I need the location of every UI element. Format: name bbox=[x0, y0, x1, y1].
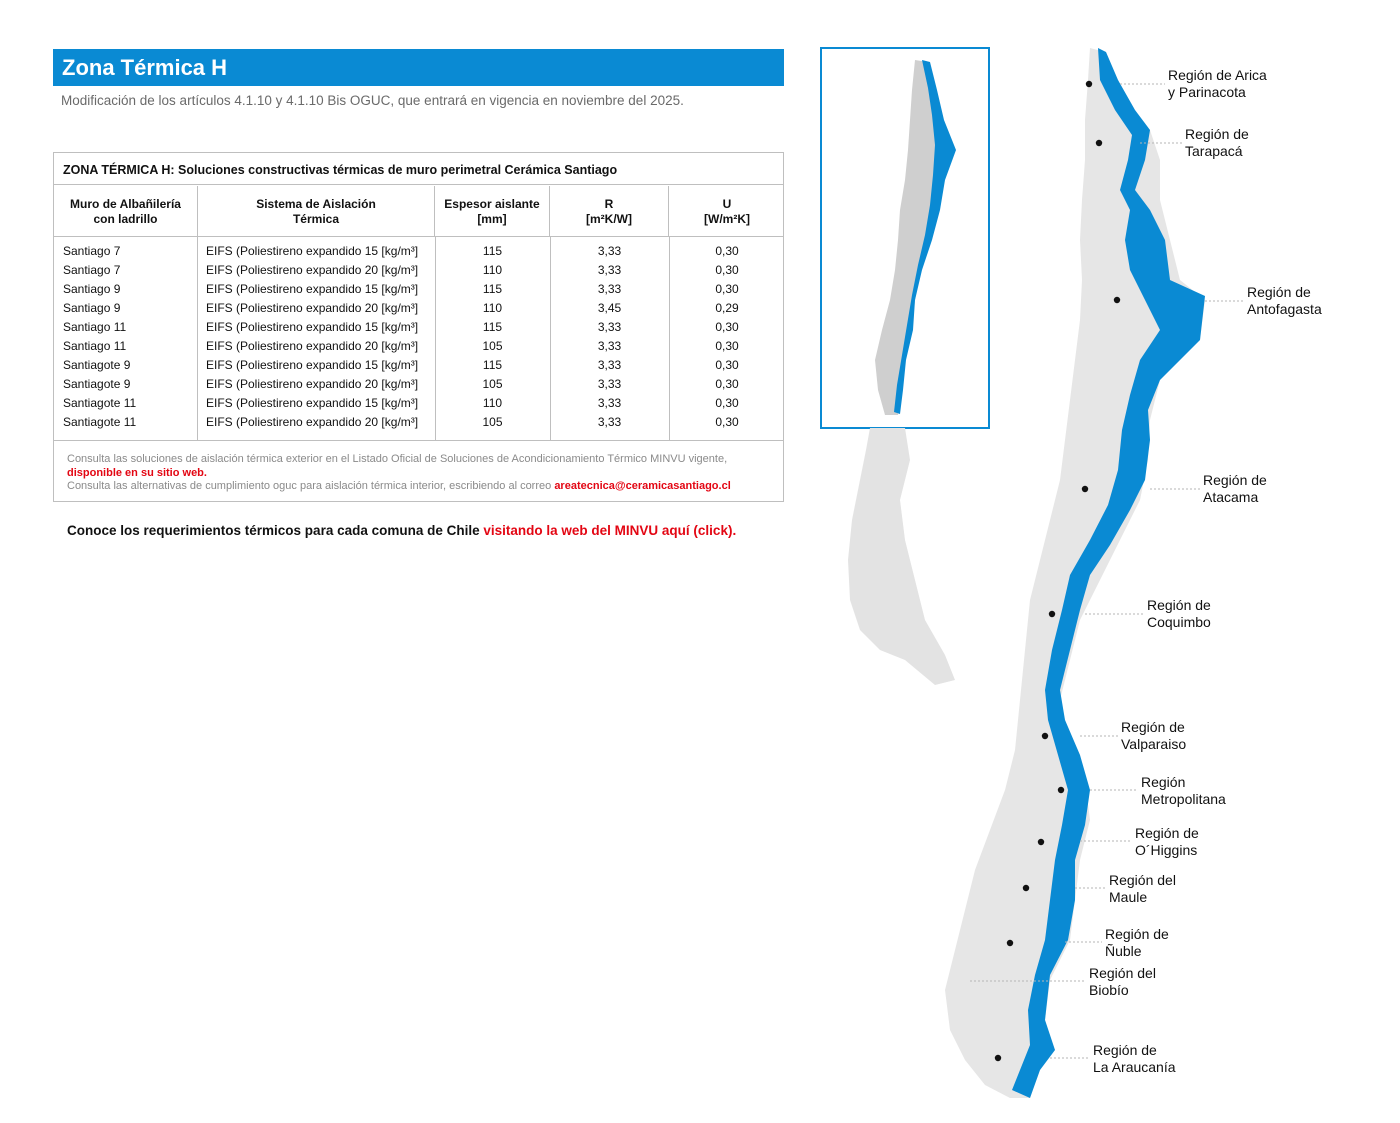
region-label-tarapaca: Región de Tarapacá bbox=[1185, 126, 1249, 159]
capital-dot-coquimbo bbox=[1049, 611, 1055, 617]
table-notes: Consulta las soluciones de aislación térmica exterior en el Listado Oficial de Soluciones de Acondicionamiento Térmico MINVU vigente, disponible en su sitio web. Consulta las alternativas de cumplimiento oguc para aislación térmica interior, escribiendo al correo areatecnica@ceramicasantiago.cl bbox=[67, 453, 731, 492]
capital-dot-valparaiso bbox=[1042, 733, 1048, 739]
table-row: Santiago 11 EIFS (Poliestireno expandido 15 [kg/m³] 115 3,33 0,30 bbox=[63, 320, 739, 334]
minvu-web-link[interactable]: visitando la web del MINVU aquí (click). bbox=[483, 523, 737, 538]
region-label-arica: Región de Arica y Parinacota bbox=[1168, 67, 1267, 100]
capital-dot-antofagasta bbox=[1114, 297, 1120, 303]
region-label-nuble: Región de Ñuble bbox=[1105, 926, 1169, 959]
table-row: Santiago 9 EIFS (Poliestireno expandido 15 [kg/m³] 115 3,33 0,30 bbox=[63, 282, 739, 296]
region-label-valparaiso: Región de Valparaiso bbox=[1121, 719, 1187, 752]
region-label-atacama: Región de Atacama bbox=[1203, 472, 1267, 505]
table-row: Santiagote 9 EIFS (Poliestireno expandido 15 [kg/m³] 115 3,33 0,30 bbox=[63, 358, 739, 372]
page-subtitle: Modificación de los artículos 4.1.10 y 4.1.10 Bis OGUC, que entrará en vigencia en noviembre del 2025. bbox=[61, 93, 684, 108]
page-title: Zona Térmica H bbox=[53, 49, 784, 86]
region-label-araucania: Región de La Araucanía bbox=[1093, 1042, 1176, 1075]
table-row: Santiagote 11 EIFS (Poliestireno expandido 20 [kg/m³] 105 3,33 0,30 bbox=[63, 415, 739, 429]
region-label-coquimbo: Región de Coquimbo bbox=[1147, 597, 1211, 630]
column-header-r: R [m²K/W] bbox=[550, 186, 669, 237]
table-row: Santiago 7 EIFS (Poliestireno expandido 15 [kg/m³] 115 3,33 0,30 bbox=[63, 244, 739, 258]
table-row: Santiago 7 EIFS (Poliestireno expandido 20 [kg/m³] 110 3,33 0,30 bbox=[63, 263, 739, 277]
region-label-maule: Región del Maule bbox=[1109, 872, 1176, 905]
capital-dot-metropolitana bbox=[1058, 787, 1064, 793]
table-row: Santiago 9 EIFS (Poliestireno expandido 20 [kg/m³] 110 3,45 0,29 bbox=[63, 301, 739, 315]
column-header-thickness: Espesor aislante [mm] bbox=[435, 186, 550, 237]
region-label-biobio: Región del Biobío bbox=[1089, 965, 1156, 998]
column-header-wall: Muro de Albañilería con ladrillo bbox=[54, 186, 198, 237]
region-label-metropolitana: Región Metropolitana bbox=[1141, 774, 1226, 807]
chile-south-shape bbox=[848, 428, 955, 685]
region-label-ohiggins: Región de O´Higgins bbox=[1135, 825, 1199, 858]
capital-dot-araucania bbox=[995, 1055, 1001, 1061]
cta-text: Conoce los requerimientos térmicos para cada comuna de Chile visitando la web del MINVU aquí (click). bbox=[67, 523, 737, 538]
capital-dot-arica bbox=[1086, 81, 1092, 87]
table-caption: ZONA TÉRMICA H: Soluciones constructivas térmicas de muro perimetral Cerámica Santiago bbox=[54, 153, 783, 185]
capital-dot-ohiggins bbox=[1038, 839, 1044, 845]
table-row: Santiago 11 EIFS (Poliestireno expandido 20 [kg/m³] 105 3,33 0,30 bbox=[63, 339, 739, 353]
table-row: Santiagote 11 EIFS (Poliestireno expandido 15 [kg/m³] 110 3,33 0,30 bbox=[63, 396, 739, 410]
capital-dot-maule bbox=[1023, 885, 1029, 891]
region-label-antofagasta: Región de Antofagasta bbox=[1247, 284, 1322, 317]
capital-dot-atacama bbox=[1082, 486, 1088, 492]
table-row: Santiagote 9 EIFS (Poliestireno expandido 20 [kg/m³] 105 3,33 0,30 bbox=[63, 377, 739, 391]
minvu-site-link[interactable]: disponible en su sitio web. bbox=[67, 466, 207, 479]
capital-dot-nuble bbox=[1007, 940, 1013, 946]
email-link[interactable]: areatecnica@ceramicasantiago.cl bbox=[554, 480, 731, 492]
capital-dot-tarapaca bbox=[1096, 140, 1102, 146]
column-header-u: U [W/m²K] bbox=[704, 196, 750, 226]
column-header-system: Sistema de Aislación Térmica bbox=[198, 186, 435, 237]
